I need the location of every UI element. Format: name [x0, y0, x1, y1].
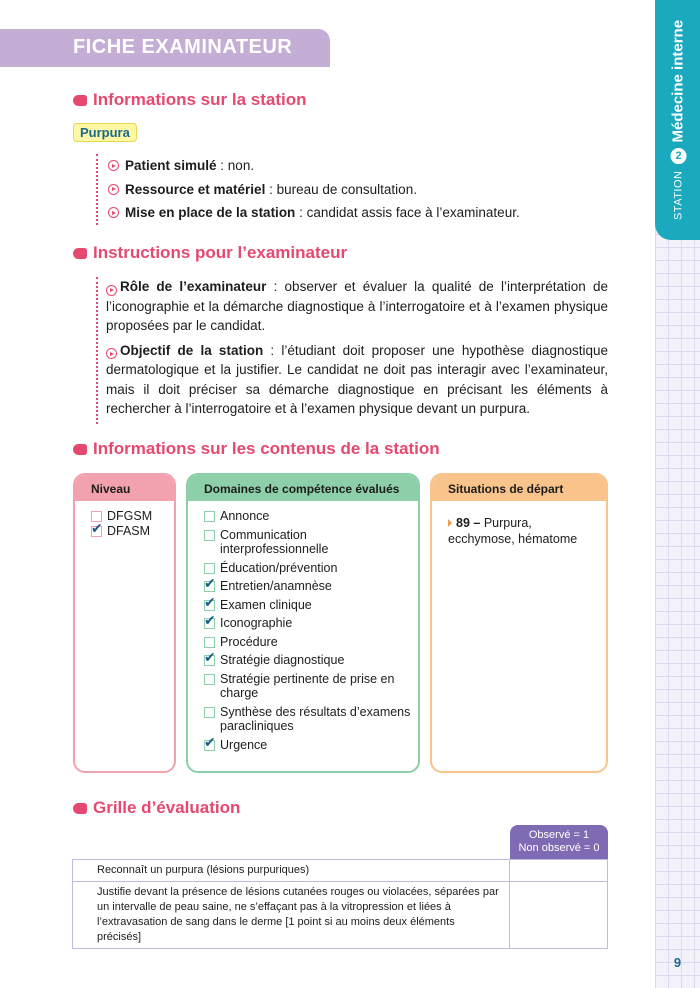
checkbox-item[interactable]: [204, 653, 418, 668]
situation-item: [448, 515, 606, 547]
section-heading-contenus: [73, 439, 440, 459]
checkbox-empty-icon[interactable]: [204, 530, 215, 541]
score-legend-not-observed: Non observé = 0: [518, 842, 600, 854]
separator: :: [295, 205, 307, 220]
checkbox-item[interactable]: [204, 561, 418, 576]
card-title: Niveau: [75, 475, 174, 501]
checkbox-empty-icon[interactable]: [204, 674, 215, 685]
heading-text: Informations sur les contenus de la station: [93, 439, 440, 458]
checkbox-label: DFASM: [107, 523, 151, 538]
station-label: STATION: [671, 170, 684, 221]
checkbox-label: Communication interprofessionnelle: [220, 527, 329, 556]
station-number-badge: 2: [670, 149, 686, 165]
list-item: [108, 178, 616, 202]
page-title: FICHE EXAMINATEUR: [73, 36, 293, 58]
item-value: non.: [227, 158, 255, 173]
checkbox-item[interactable]: [204, 738, 418, 753]
section-heading-instructions: [73, 243, 347, 263]
list-item: [108, 201, 616, 225]
checkbox-checked-icon[interactable]: [204, 581, 215, 592]
item-label: Patient simulé: [125, 158, 217, 173]
criterion-cell: Reconnaît un purpura (lésions purpuriques): [73, 860, 510, 882]
checkbox-label: Éducation/prévention: [220, 560, 338, 575]
checkbox-label: Stratégie pertinente de prise en charge: [220, 671, 395, 700]
checkbox-label: Annonce: [220, 509, 270, 523]
topic-tag: Purpura: [73, 123, 137, 142]
station-tab: [655, 0, 700, 240]
situation-text: Purpura, ecchymose, hématome: [448, 516, 578, 546]
score-cell[interactable]: [510, 860, 608, 882]
checkbox-item[interactable]: [204, 579, 418, 594]
score-cell[interactable]: [510, 882, 608, 949]
card-title: Situations de départ: [432, 475, 606, 501]
criterion-cell: Justifie devant la présence de lésions cutanées rouges ou violacées, séparées par un intervalle de peau saine, ne s’effaçant pas à la vitropression et liées à l’extravasation de sang dans le derme [1 point si au moins deux éléments précisés]: [73, 882, 510, 949]
heading-text: Instructions pour l’examinateur: [93, 243, 348, 262]
circle-arrow-icon: [106, 285, 117, 296]
station-title: Médecine interne: [669, 19, 686, 143]
checkbox-label: Examen clinique: [220, 597, 312, 612]
checkbox-checked-icon[interactable]: [91, 526, 102, 537]
niveau-options: [75, 501, 174, 538]
checkbox-empty-icon[interactable]: [204, 563, 215, 574]
heading-bullet-icon: [73, 444, 87, 455]
checkbox-item[interactable]: [91, 524, 174, 539]
section-heading-grille: [73, 798, 240, 818]
score-column-header: [510, 825, 608, 859]
checkbox-empty-icon[interactable]: [204, 707, 215, 718]
item-label: Mise en place de la station: [125, 205, 296, 220]
checkbox-checked-icon[interactable]: [204, 740, 215, 751]
niveau-card: [73, 473, 176, 773]
checkbox-empty-icon[interactable]: [204, 511, 215, 522]
heading-text: Informations sur la station: [93, 90, 307, 109]
circle-arrow-icon: [108, 160, 119, 171]
separator: :: [266, 279, 285, 294]
para-label: Objectif de la station: [120, 342, 264, 358]
checkbox-item[interactable]: [204, 705, 418, 734]
instruction-paragraph: [106, 277, 608, 336]
circle-arrow-icon: [108, 207, 119, 218]
checkbox-checked-icon[interactable]: [204, 655, 215, 666]
circle-arrow-icon: [106, 348, 117, 359]
heading-bullet-icon: [73, 803, 87, 814]
heading-bullet-icon: [73, 248, 87, 259]
situations-list: [432, 501, 606, 547]
checkbox-item[interactable]: [204, 635, 418, 650]
domaines-card: [186, 473, 420, 773]
item-label: Ressource et matériel: [125, 181, 266, 197]
checkbox-checked-icon[interactable]: [204, 600, 215, 611]
separator: :: [263, 342, 282, 358]
checkbox-item[interactable]: [204, 598, 418, 613]
checkbox-item[interactable]: [204, 528, 418, 557]
heading-bullet-icon: [73, 95, 87, 106]
checkbox-label: Stratégie diagnostique: [220, 653, 345, 667]
situation-number: 89 –: [456, 516, 481, 530]
checkbox-label: Procédure: [220, 634, 278, 649]
station-info-list: [96, 154, 616, 225]
checkbox-item[interactable]: [204, 672, 418, 701]
para-text: l’étudiant doit proposer une hypothèse diagnostique dermatologique et la justifier. Le candidat ne doit pas interagir avec l’examinateur, mais il doit préciser sa démarche diagnostique en précisant les éléments à rechercher à l’interrogatoire et à l’examen physique devant un purpura.: [106, 342, 608, 416]
checkbox-label: Synthèse des résultats d’examens paracliniques: [220, 704, 411, 733]
checkbox-label: Entretien/anamnèse: [220, 579, 332, 593]
table-row: [73, 882, 608, 949]
checkbox-item[interactable]: [204, 509, 418, 524]
card-title: Domaines de compétence évalués: [188, 475, 418, 501]
evaluation-grid: [72, 859, 608, 949]
checkbox-label: Iconographie: [220, 616, 293, 630]
instructions-block: [96, 277, 608, 424]
separator: :: [265, 181, 277, 197]
checkbox-checked-icon[interactable]: [204, 618, 215, 629]
separator: :: [216, 158, 228, 173]
checkbox-label: DFGSM: [107, 509, 153, 523]
domaines-options: [188, 501, 418, 752]
situations-card: [430, 473, 608, 773]
section-heading-info-station: [73, 90, 306, 110]
instruction-paragraph: [106, 341, 608, 419]
table-row: [73, 860, 608, 882]
item-value: bureau de consultation.: [276, 181, 417, 197]
checkbox-empty-icon[interactable]: [204, 637, 215, 648]
item-value: candidat assis face à l’examinateur.: [306, 205, 520, 220]
list-item: [108, 154, 616, 178]
circle-arrow-icon: [108, 184, 119, 195]
score-legend-observed: Observé = 1: [528, 829, 590, 841]
checkbox-item[interactable]: [91, 509, 174, 524]
heading-text: Grille d’évaluation: [93, 798, 241, 817]
page-number: 9: [673, 955, 682, 970]
arrow-right-icon: [448, 519, 452, 527]
checkbox-item[interactable]: [204, 616, 418, 631]
para-text: observer et évaluer la qualité de l’interprétation de l’iconographie et la démarche diagnostique à l’interrogatoire et à l’examen physique proposées par le candidat.: [106, 279, 608, 333]
checkbox-label: Urgence: [220, 737, 268, 752]
para-label: Rôle de l’examinateur: [120, 279, 267, 294]
